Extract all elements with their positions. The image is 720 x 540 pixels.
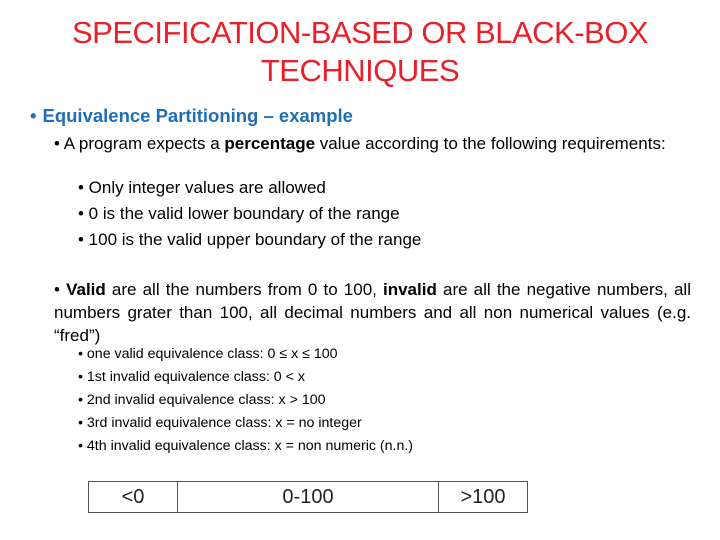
para2-text-1: • xyxy=(54,280,67,299)
heading-bullet-item xyxy=(30,105,353,127)
range-cell-negative: <0 xyxy=(89,482,178,512)
para2-bold-invalid: invalid xyxy=(383,280,437,299)
valid-invalid-paragraph xyxy=(54,278,691,347)
equivalence-class-item: • 2nd invalid equivalence class: x > 100 xyxy=(78,392,326,408)
para2-text-3: are all the negative numbers, all numbers grater than 100, all decimal numbers and all non numerical values (e.g. “fred”) xyxy=(54,280,691,345)
intro-text-2: value according to the following requirements: xyxy=(315,134,666,153)
intro-bold-percentage: percentage xyxy=(224,134,316,153)
requirement-item: • 0 is the valid lower boundary of the range xyxy=(78,204,400,223)
bullet-icon: • xyxy=(30,105,37,126)
range-cell-over: >100 xyxy=(460,485,506,508)
requirements-intro xyxy=(54,132,691,155)
title-line-1: SPECIFICATION-BASED OR BLACK-BOX xyxy=(72,15,648,50)
section-heading: Equivalence Partitioning – example xyxy=(42,105,353,126)
slide-title xyxy=(0,14,720,90)
para2-text-2: are all the numbers from 0 to 100, xyxy=(105,280,383,299)
range-cell-valid: 0-100 xyxy=(178,482,439,512)
requirement-item: • 100 is the valid upper boundary of the range xyxy=(78,230,422,249)
intro-text-1: • A program expects a xyxy=(54,134,225,153)
equivalence-class-item: • one valid equivalence class: 0 ≤ x ≤ 100 xyxy=(78,346,338,362)
equivalence-class-item: • 4th invalid equivalence class: x = non numeric (n.n.) xyxy=(78,438,413,454)
equivalence-class-item: • 1st invalid equivalence class: 0 < x xyxy=(78,369,305,385)
para2-bold-valid: Valid xyxy=(66,280,106,299)
partition-range-diagram xyxy=(88,481,528,513)
requirement-item: • Only integer values are allowed xyxy=(78,178,326,197)
title-line-2: TECHNIQUES xyxy=(260,53,460,88)
equivalence-class-item: • 3rd invalid equivalence class: x = no integer xyxy=(78,415,362,431)
